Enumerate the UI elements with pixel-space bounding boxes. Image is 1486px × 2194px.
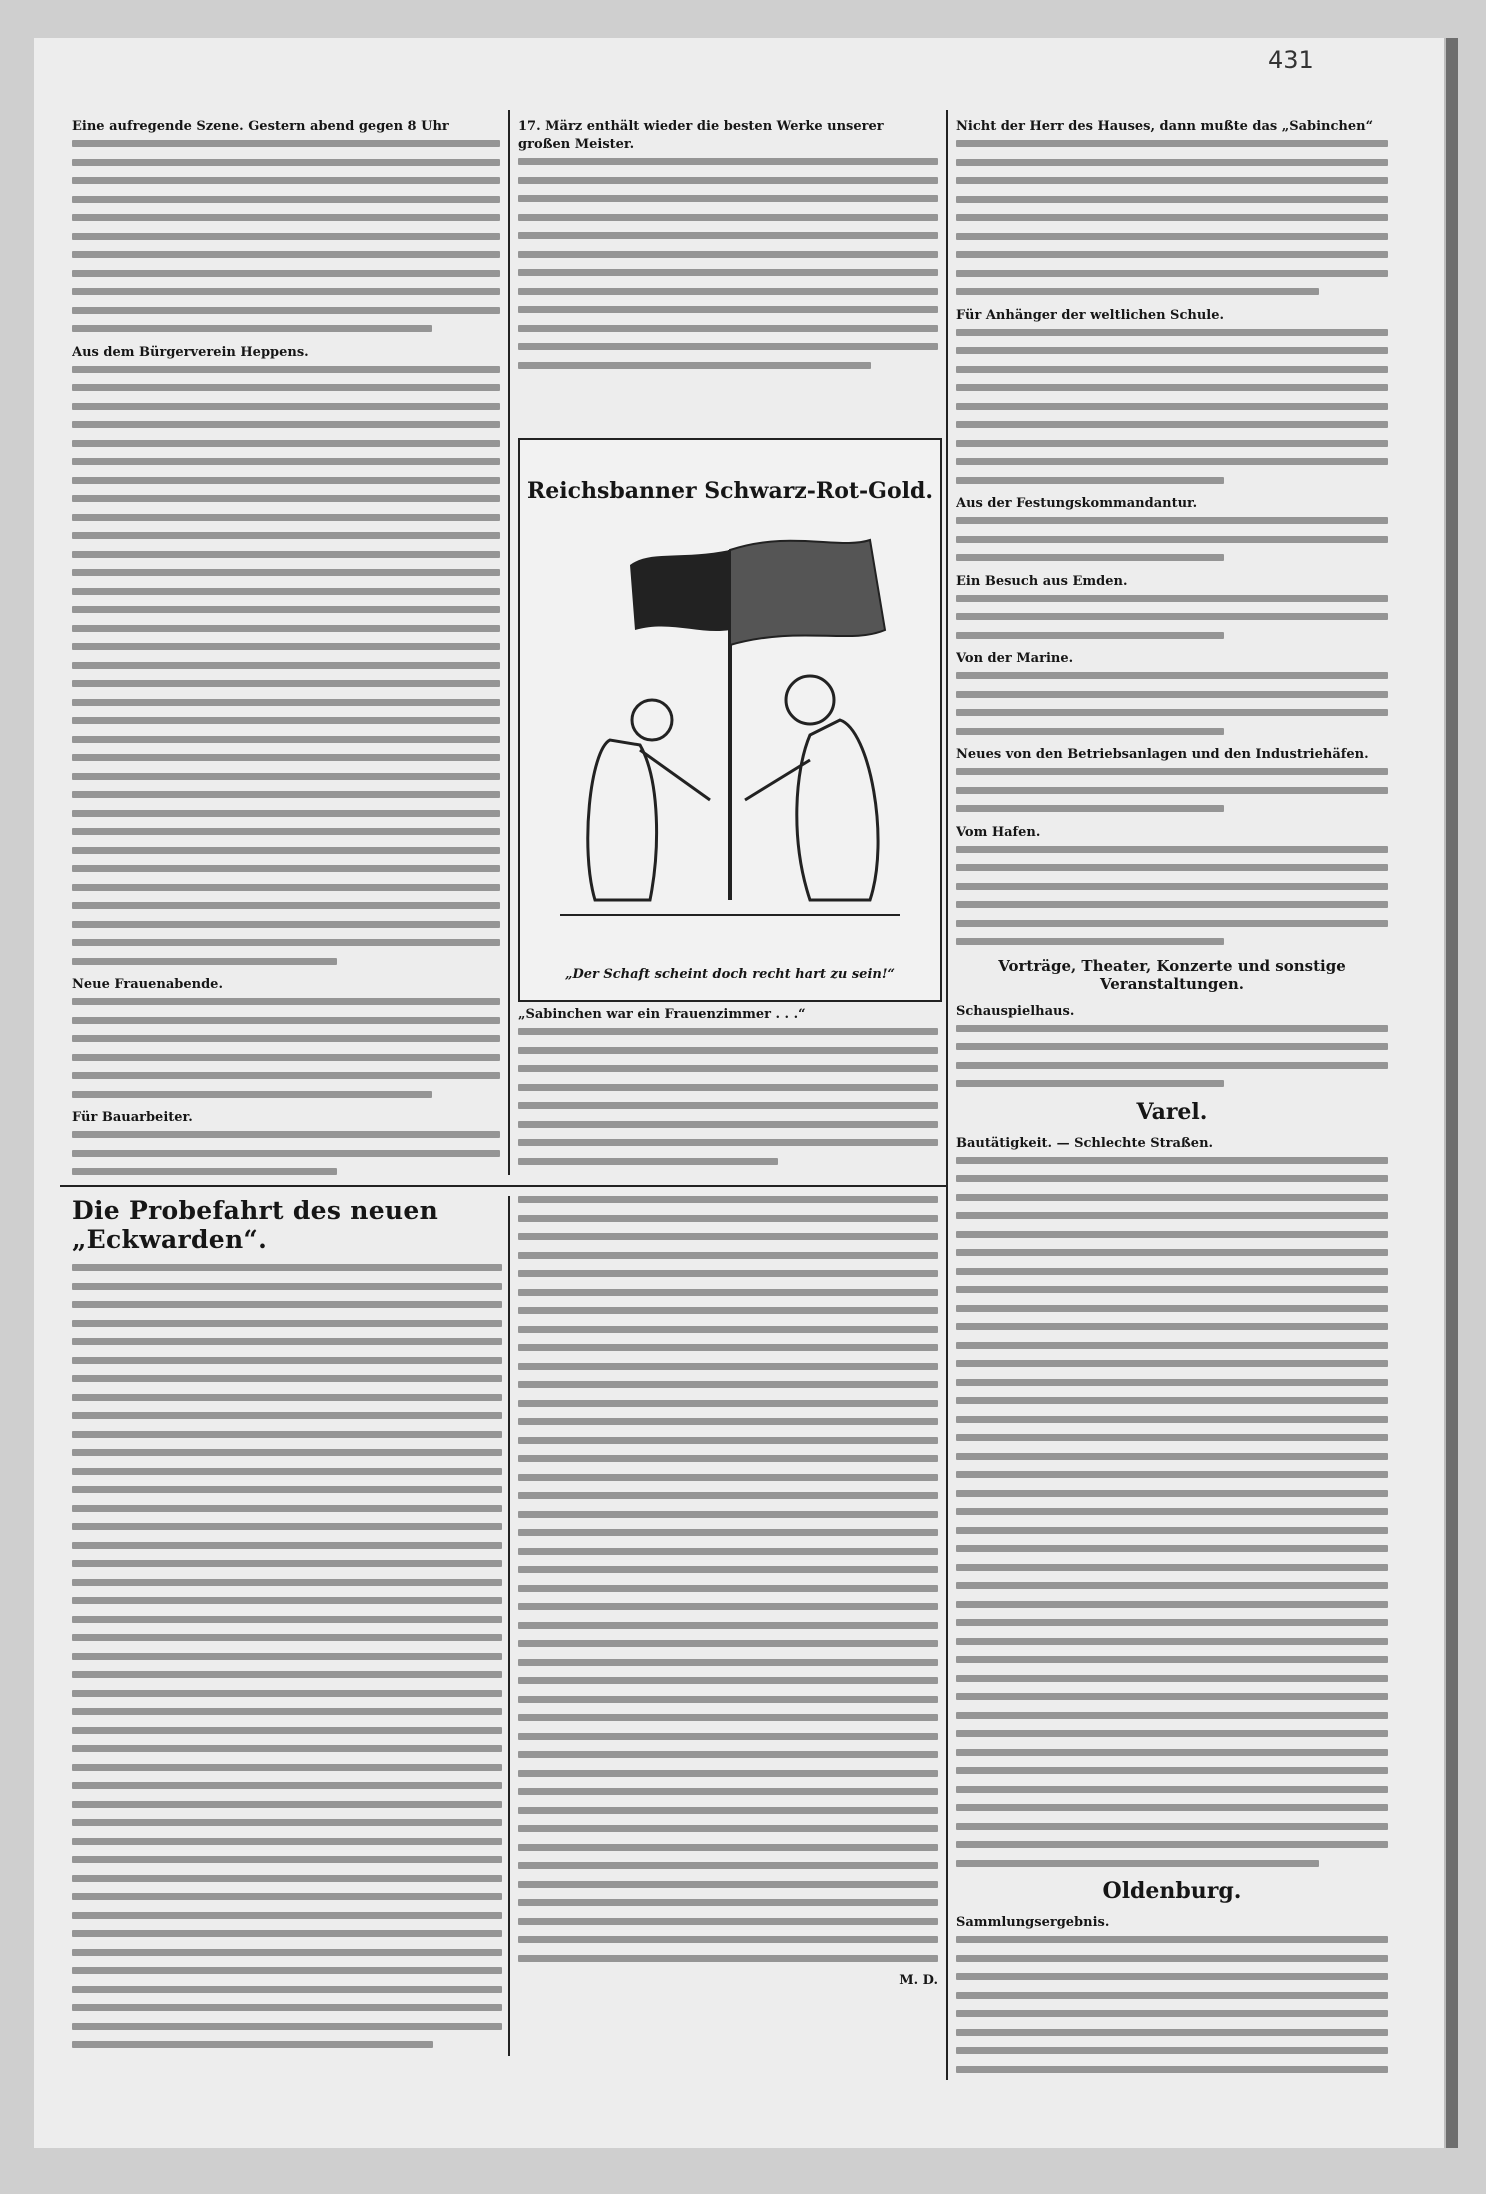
col1-p2: Aus dem Bürgerverein Heppens. <box>72 344 309 360</box>
article-rule-middle <box>508 1196 510 2056</box>
col3-p7: Vom Hafen. <box>956 824 1041 840</box>
col3-p6: Neues von den Betriebsanlagen und den Industriehäfen. <box>956 747 1369 762</box>
col1-p3: Neue Frauenabende. <box>72 977 223 992</box>
col3-p8: Schauspielhaus. <box>956 1003 1075 1019</box>
article-column-2 <box>518 1196 938 2056</box>
col3-place1: Varel. <box>1136 1098 1208 1125</box>
col1-lead: Eine aufregende Szene. Gestern abend gegen 8 Uhr <box>72 119 449 134</box>
cartoon-drawing <box>540 520 920 940</box>
cartoon-title: Reichsbanner Schwarz-Rot-Gold. <box>526 478 934 504</box>
cartoon <box>518 438 942 1002</box>
column-2-lower <box>518 1006 938 1178</box>
col3-p10: Sammlungsergebnis. <box>956 1915 1110 1930</box>
article-rule <box>60 1185 946 1187</box>
article-signature: M. D. <box>899 1973 938 1988</box>
column-3 <box>956 118 1388 2078</box>
column-rule-2 <box>946 110 948 2080</box>
col2b-lead: „Sabinchen war ein Frauenzimmer . . .“ <box>518 1007 806 1022</box>
column-rule-1 <box>508 110 510 1175</box>
column-1 <box>72 118 500 1178</box>
col2-lead: 17. März enthält wieder die besten Werke unserer großen Meister. <box>518 119 884 152</box>
col3-p9: Bautätigkeit. — Schlechte Straßen. <box>956 1135 1214 1151</box>
col3-p3: Aus der Festungskommandantur. <box>956 496 1198 511</box>
column-2 <box>518 118 938 436</box>
col3-p4: Ein Besuch aus Emden. <box>956 573 1128 589</box>
page-number: 431 <box>1268 46 1314 74</box>
col3-p5: Von der Marine. <box>956 651 1074 666</box>
article-column-1 <box>72 1196 502 2056</box>
article-title: Die Probefahrt des neuen „Eckwarden“. <box>72 1196 439 1254</box>
col3-p2: Für Anhänger der weltlichen Schule. <box>956 307 1225 323</box>
col1-p4: Für Bauarbeiter. <box>72 1110 193 1125</box>
col3-place2: Oldenburg. <box>1102 1878 1242 1904</box>
col3-lead: Nicht der Herr des Hauses, dann mußte das „Sabinchen“ <box>956 119 1374 134</box>
cartoon-caption: „Der Schaft scheint doch recht hart zu sein!“ <box>564 967 896 982</box>
col3-head1: Vorträge, Theater, Konzerte und sonstige Veranstaltungen. <box>998 956 1346 993</box>
